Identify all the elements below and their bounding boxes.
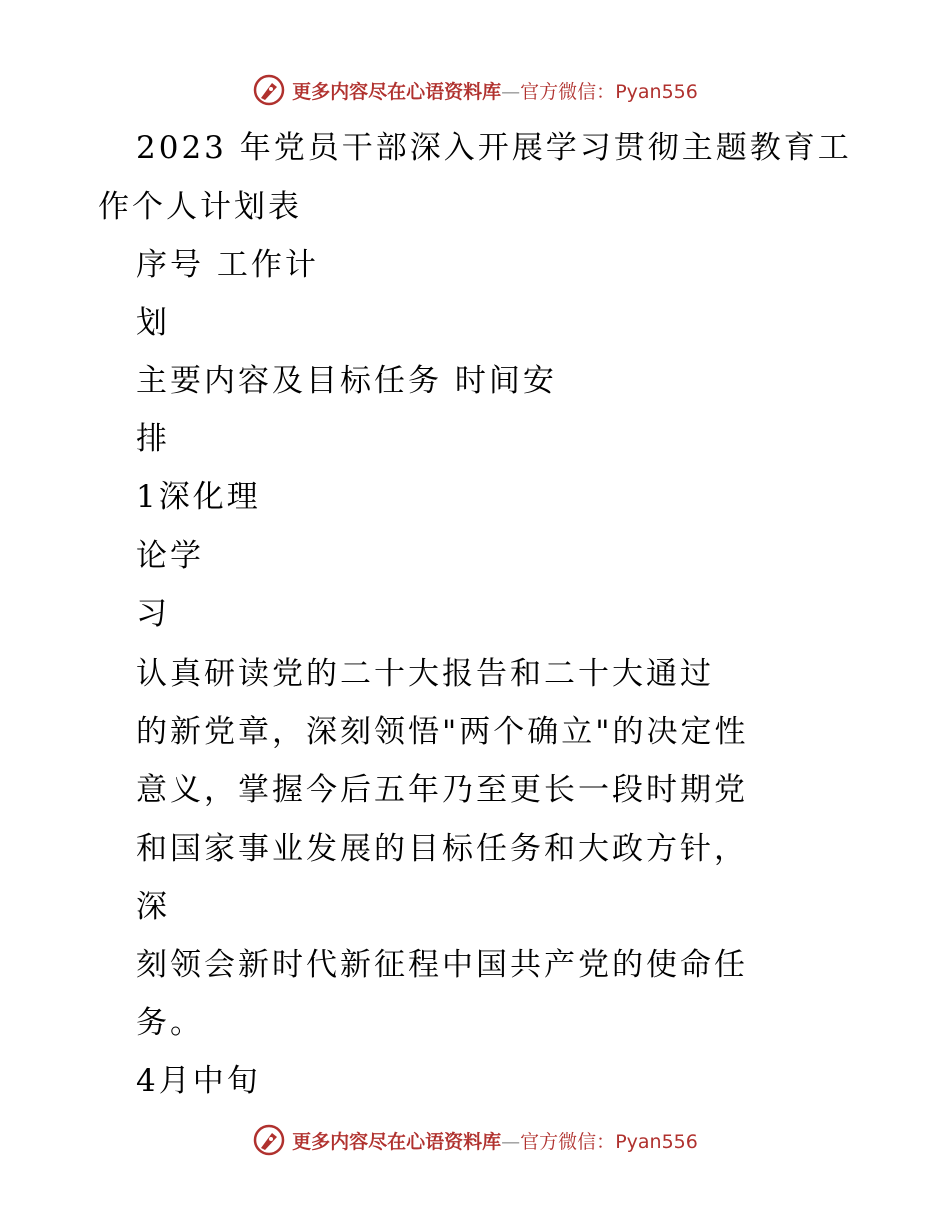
pen-nib-circle-icon <box>252 73 286 107</box>
footer-banner <box>0 1120 950 1160</box>
text-line: 4月中旬 <box>136 1063 261 1099</box>
banner-text <box>292 77 698 104</box>
text-line: 排 <box>136 421 170 457</box>
text-line: 划 <box>136 305 170 341</box>
text-line: 1深化理 <box>136 479 261 515</box>
text-line: 认真研读党的二十大报告和二十大通过 <box>136 656 714 692</box>
banner-wechat-label: 官方微信： <box>520 80 616 103</box>
document-title-line-2: 作个人计划表 <box>98 189 302 225</box>
text-line: 和国家事业发展的目标任务和大政方针， <box>136 831 748 867</box>
banner-promo-text: 更多内容尽在心语资料库 <box>292 1130 502 1153</box>
text-line: 习 <box>136 596 170 632</box>
document-title-line-1: 2023 年党员干部深入开展学习贯彻主题教育工 <box>136 130 852 166</box>
text-line: 序号 工作计 <box>136 247 319 283</box>
text-line: 刻领会新时代新征程中国共产党的使命任 <box>136 947 748 983</box>
text-line: 主要内容及目标任务 时间安 <box>136 363 557 399</box>
banner-wechat-label: 官方微信： <box>520 1130 616 1153</box>
header-banner <box>0 70 950 110</box>
banner-wechat-id: Pyan556 <box>615 1130 698 1153</box>
banner-text <box>292 1127 698 1154</box>
banner-dash: — <box>501 1130 521 1153</box>
text-line: 意义，掌握今后五年乃至更长一段时期党 <box>136 772 748 808</box>
banner-promo-text: 更多内容尽在心语资料库 <box>292 80 502 103</box>
text-line: 论学 <box>136 538 204 574</box>
text-line: 深 <box>136 889 170 925</box>
pen-nib-circle-icon <box>252 1123 286 1157</box>
banner-wechat-id: Pyan556 <box>615 80 698 103</box>
text-line: 的新党章，深刻领悟"两个确立"的决定性 <box>136 714 749 750</box>
banner-dash: — <box>501 80 521 103</box>
text-line: 务。 <box>136 1005 204 1041</box>
